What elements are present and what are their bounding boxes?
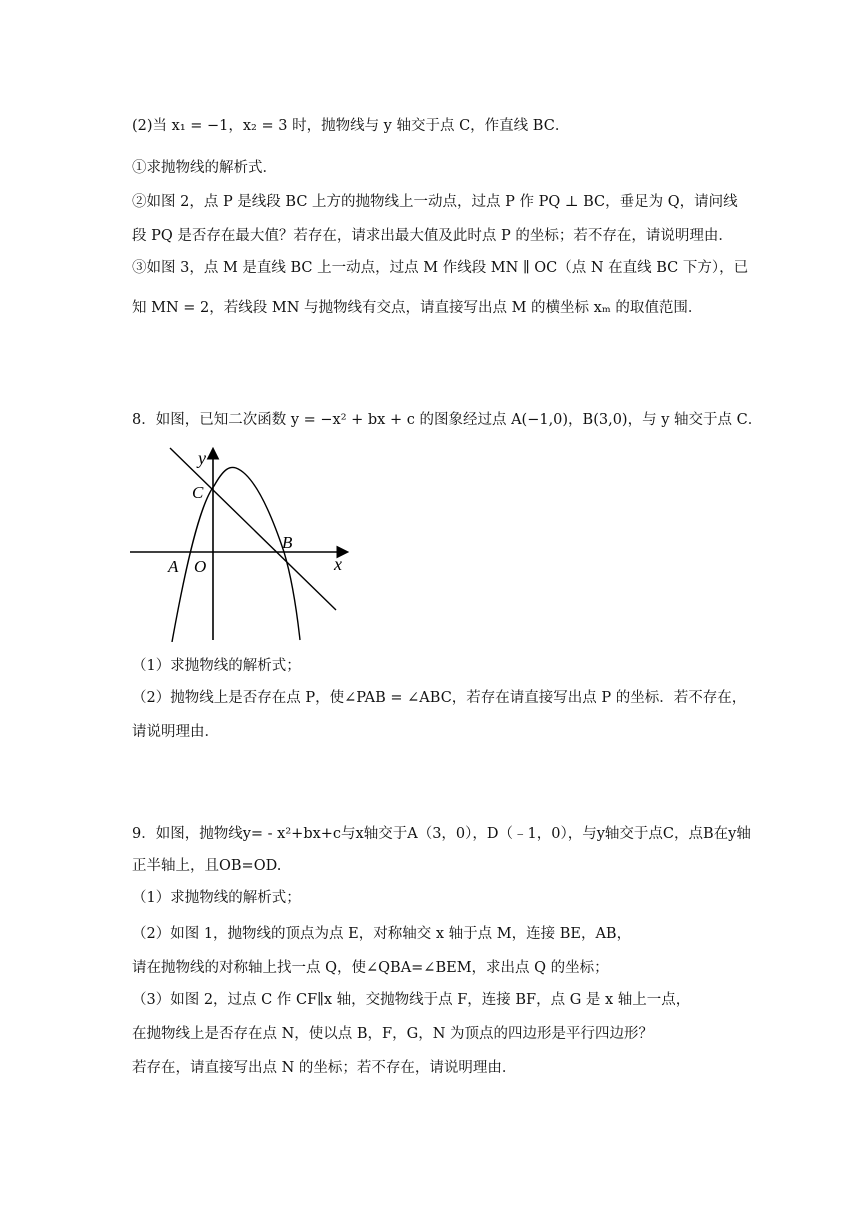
q8-stem: 8．如图，已知二次函数 y = −x² + bx + c 的图象经过点 A(−1,0)，B(3,0)，与 y 轴交于点 C．	[132, 412, 763, 428]
label-a: A	[168, 557, 179, 576]
q8-part2-cont: 请说明理由．	[132, 724, 219, 740]
q9-line4: （2）如图 1，抛物线的顶点为点 E，对称轴交 x 轴于点 M，连接 BE，AB，	[132, 926, 632, 942]
q9-line2: 正半轴上，且OB=OD.	[132, 858, 282, 874]
q9-line1: 9．如图，抛物线y= - x²+bx+c与x轴交于A（3，0），D（﹣1，0），与y轴交于点C，点B在y轴	[132, 826, 751, 842]
label-x: x	[334, 554, 342, 574]
q7-part2-line3: ②如图 2，点 P 是线段 BC 上方的抛物线上一动点，过点 P 作 PQ ⊥ BC，垂足为 Q，请问线	[132, 194, 738, 210]
label-y: y	[198, 448, 206, 468]
q8-part2: （2）抛物线上是否存在点 P，使∠PAB = ∠ABC，若存在请直接写出点 P 的坐标．若不存在，	[132, 690, 747, 706]
q7-part2-line4: 段 PQ 是否存在最大值？若存在，请求出最大值及此时点 P 的坐标；若不存在，请说明理由．	[132, 228, 733, 244]
q9-line5: 请在抛物线的对称轴上找一点 Q，使∠QBA=∠BEM，求出点 Q 的坐标；	[132, 960, 609, 976]
label-o: O	[194, 557, 207, 576]
q9-line3: （1）求抛物线的解析式；	[132, 890, 301, 906]
q8-part1: （1）求抛物线的解析式；	[132, 658, 301, 674]
q7-part2-line1: (2)当 x₁ = −1，x₂ = 3 时，抛物线与 y 轴交于点 C，作直线 BC．	[132, 118, 570, 134]
q7-part2-line5: ③如图 3，点 M 是直线 BC 上一动点，过点 M 作线段 MN ∥ OC（点 N 在直线 BC 下方），已	[132, 260, 749, 276]
label-b: B	[282, 533, 293, 552]
q7-part2-line6: 知 MN = 2，若线段 MN 与抛物线有交点，请直接写出点 M 的横坐标 xₘ 的取值范围．	[132, 300, 703, 316]
q9-line7: 在抛物线上是否存在点 N，使以点 B，F，G，N 为顶点的四边形是平行四边形？	[132, 1026, 653, 1042]
q9-line6: （3）如图 2，过点 C 作 CF∥x 轴，交抛物线于点 F，连接 BF，点 G 是 x 轴上一点，	[132, 992, 691, 1008]
q7-part2-line2: ①求抛物线的解析式．	[132, 160, 277, 176]
label-c: C	[192, 483, 204, 502]
q9-line8: 若存在，请直接写出点 N 的坐标；若不存在，请说明理由．	[132, 1060, 517, 1076]
line-bc	[170, 448, 336, 610]
q8-figure	[128, 444, 352, 642]
